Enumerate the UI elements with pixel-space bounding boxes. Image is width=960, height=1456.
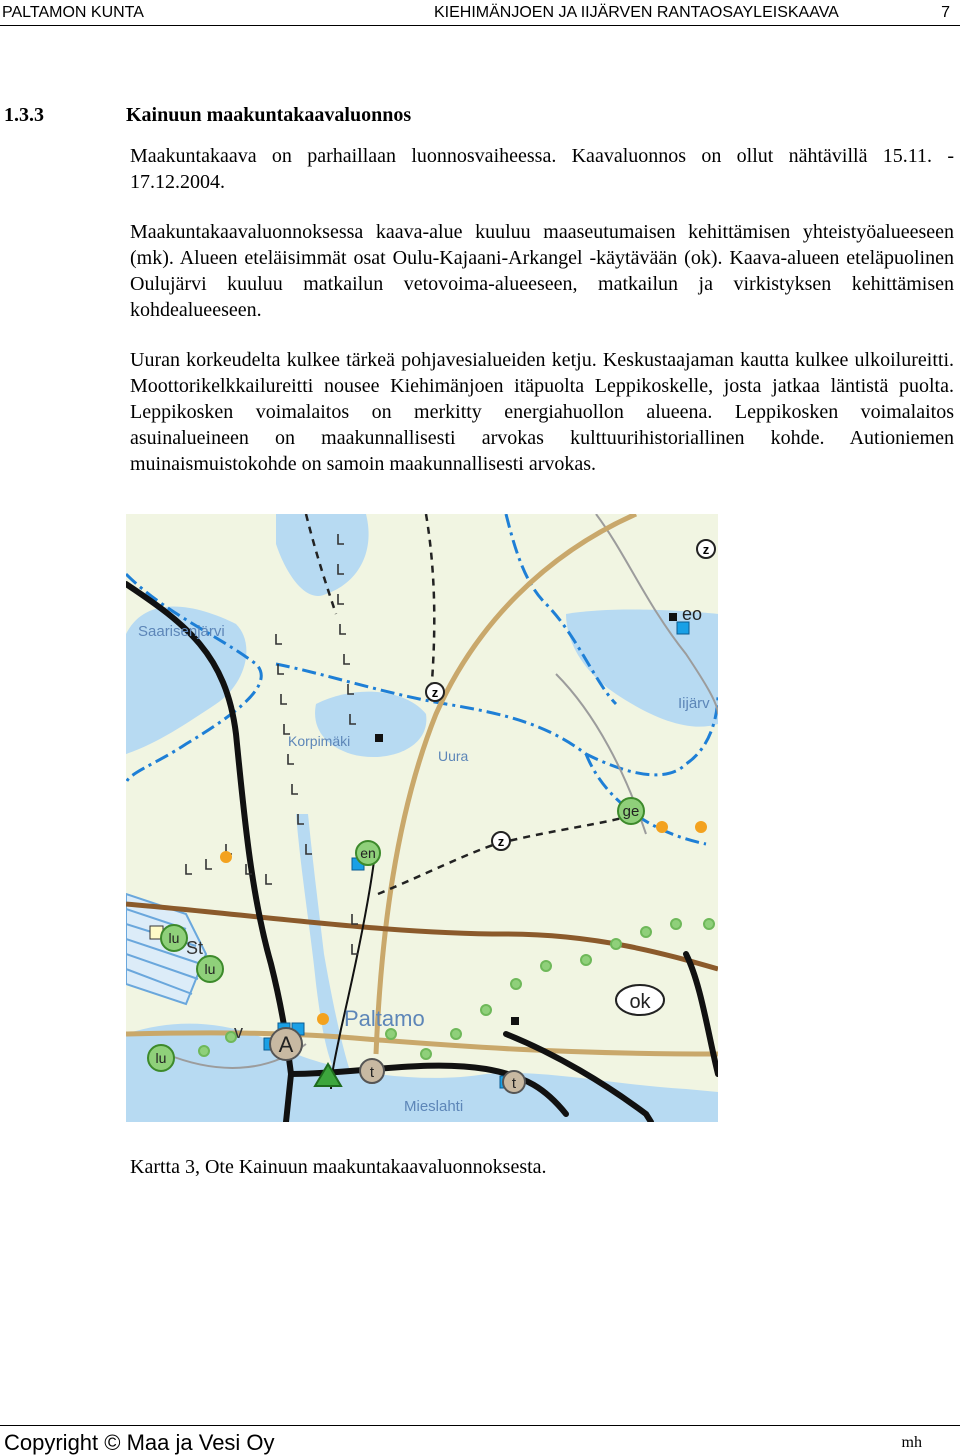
z-symbol: [492, 832, 510, 850]
black-square: [511, 1017, 519, 1025]
section-number: 1.3.3: [4, 104, 44, 126]
body-text: [130, 143, 954, 477]
svg-text:z: z: [497, 834, 505, 849]
header-document-title: KIEHIMÄNJOEN JA IIJÄRVEN RANTAOSAYLEISKAAVA: [434, 4, 839, 21]
t-symbol: [503, 1071, 525, 1093]
lu-symbol: [161, 925, 187, 951]
lu-symbol: [148, 1045, 174, 1071]
svg-text:lu: lu: [168, 930, 180, 946]
green-circle: [641, 927, 651, 937]
green-circle: [671, 919, 681, 929]
svg-text:z: z: [431, 685, 439, 700]
svg-text:lu: lu: [155, 1050, 167, 1066]
svg-text:t: t: [369, 1064, 375, 1081]
green-circle: [704, 919, 714, 929]
green-circle: [581, 955, 591, 965]
section-title: Kainuun maakuntakaavaluonnos: [126, 104, 412, 126]
header-rule: [0, 25, 960, 26]
z-symbol: [697, 540, 715, 558]
map-graphic: [126, 514, 718, 1122]
green-circle: [541, 961, 551, 971]
ge-symbol: [618, 798, 644, 824]
place-uura: Uura: [438, 748, 469, 764]
svg-text:ge: ge: [622, 803, 640, 820]
t-symbol: [360, 1059, 384, 1083]
orange-dot: [695, 821, 707, 833]
svg-text:en: en: [360, 845, 376, 861]
v-label: v: [234, 1022, 243, 1042]
green-circle: [421, 1049, 431, 1059]
eo-label: eo: [682, 604, 703, 624]
page-header: [0, 4, 960, 26]
place-korpimaki: Korpimäki: [288, 733, 351, 749]
st-label: St: [186, 938, 204, 958]
map-caption: Kartta 3, Ote Kainuun maakuntakaavaluonnoksesta.: [130, 1156, 547, 1178]
green-circle: [611, 939, 621, 949]
ok-symbol: [616, 985, 664, 1015]
place-mieslahti: Mieslahti: [404, 1098, 464, 1115]
en-symbol: [356, 841, 380, 865]
lu-symbol: [197, 956, 223, 982]
z-symbol: [426, 683, 444, 701]
svg-text:A: A: [278, 1032, 294, 1057]
green-circle: [451, 1029, 461, 1039]
a-symbol: [270, 1028, 302, 1060]
black-square: [669, 613, 677, 621]
header-municipality: PALTAMON KUNTA: [2, 4, 144, 21]
orange-dot: [220, 851, 232, 863]
paragraph: Maakuntakaava on parhaillaan luonnosvaiheessa. Kaavaluonnos on ollut nähtävillä 15.11. - 17.12.2004.: [130, 145, 954, 193]
orange-dot: [656, 821, 668, 833]
place-saarisenjarvi: Saarisenjärvi: [138, 623, 225, 640]
place-paltamo: Paltamo: [344, 1006, 425, 1031]
paragraph: Maakuntakaavaluonnoksessa kaava-alue kuuluu maaseutumaisen kehittämisen yhteistyöalueeseen (mk). Alueen eteläisimmät osat Oulu-Kajaani-Arkangel -käytävään (ok). Kaava-alueen eteläpuolinen Oulujärvi kuuluu matkailun vetovoima-alueeseen, matkailun ja virkistyksen kehittämisen kohdealueeseen.: [130, 221, 954, 321]
footer-copyright: Copyright © Maa ja Vesi Oy: [4, 1430, 275, 1455]
svg-text:t: t: [511, 1075, 517, 1092]
place-iijarvi: Iijärv: [678, 695, 710, 712]
page-number: 7: [941, 4, 950, 21]
green-circle: [481, 1005, 491, 1015]
green-circle: [199, 1046, 209, 1056]
svg-text:ok: ok: [629, 991, 651, 1013]
orange-dot: [317, 1013, 329, 1025]
footer-rule: [0, 1425, 960, 1426]
footer-initials: mh: [901, 1434, 922, 1451]
regional-plan-map: [126, 514, 718, 1122]
svg-text:lu: lu: [204, 961, 216, 977]
paragraph: Uuran korkeudelta kulkee tärkeä pohjavesialueiden ketju. Keskustaajaman kautta kulkee ulkoilureitti. Moottorikelkkailureitti nousee Kiehimänjoen itäpuolta Leppikoskelle, josta jatkaa läntistä puolta. Leppikosken voimalaitos on merkitty energiahuollon alueena. Leppikosken voimalaitos asuinalueineen on maakunnallisesti arvokas kulttuurihistoriallinen kohde. Autioniemen muinaismuistokohde on samoin maakunnallisesti arvokas.: [130, 349, 954, 475]
svg-text:z: z: [702, 542, 710, 557]
black-square: [375, 734, 383, 742]
green-circle: [511, 979, 521, 989]
